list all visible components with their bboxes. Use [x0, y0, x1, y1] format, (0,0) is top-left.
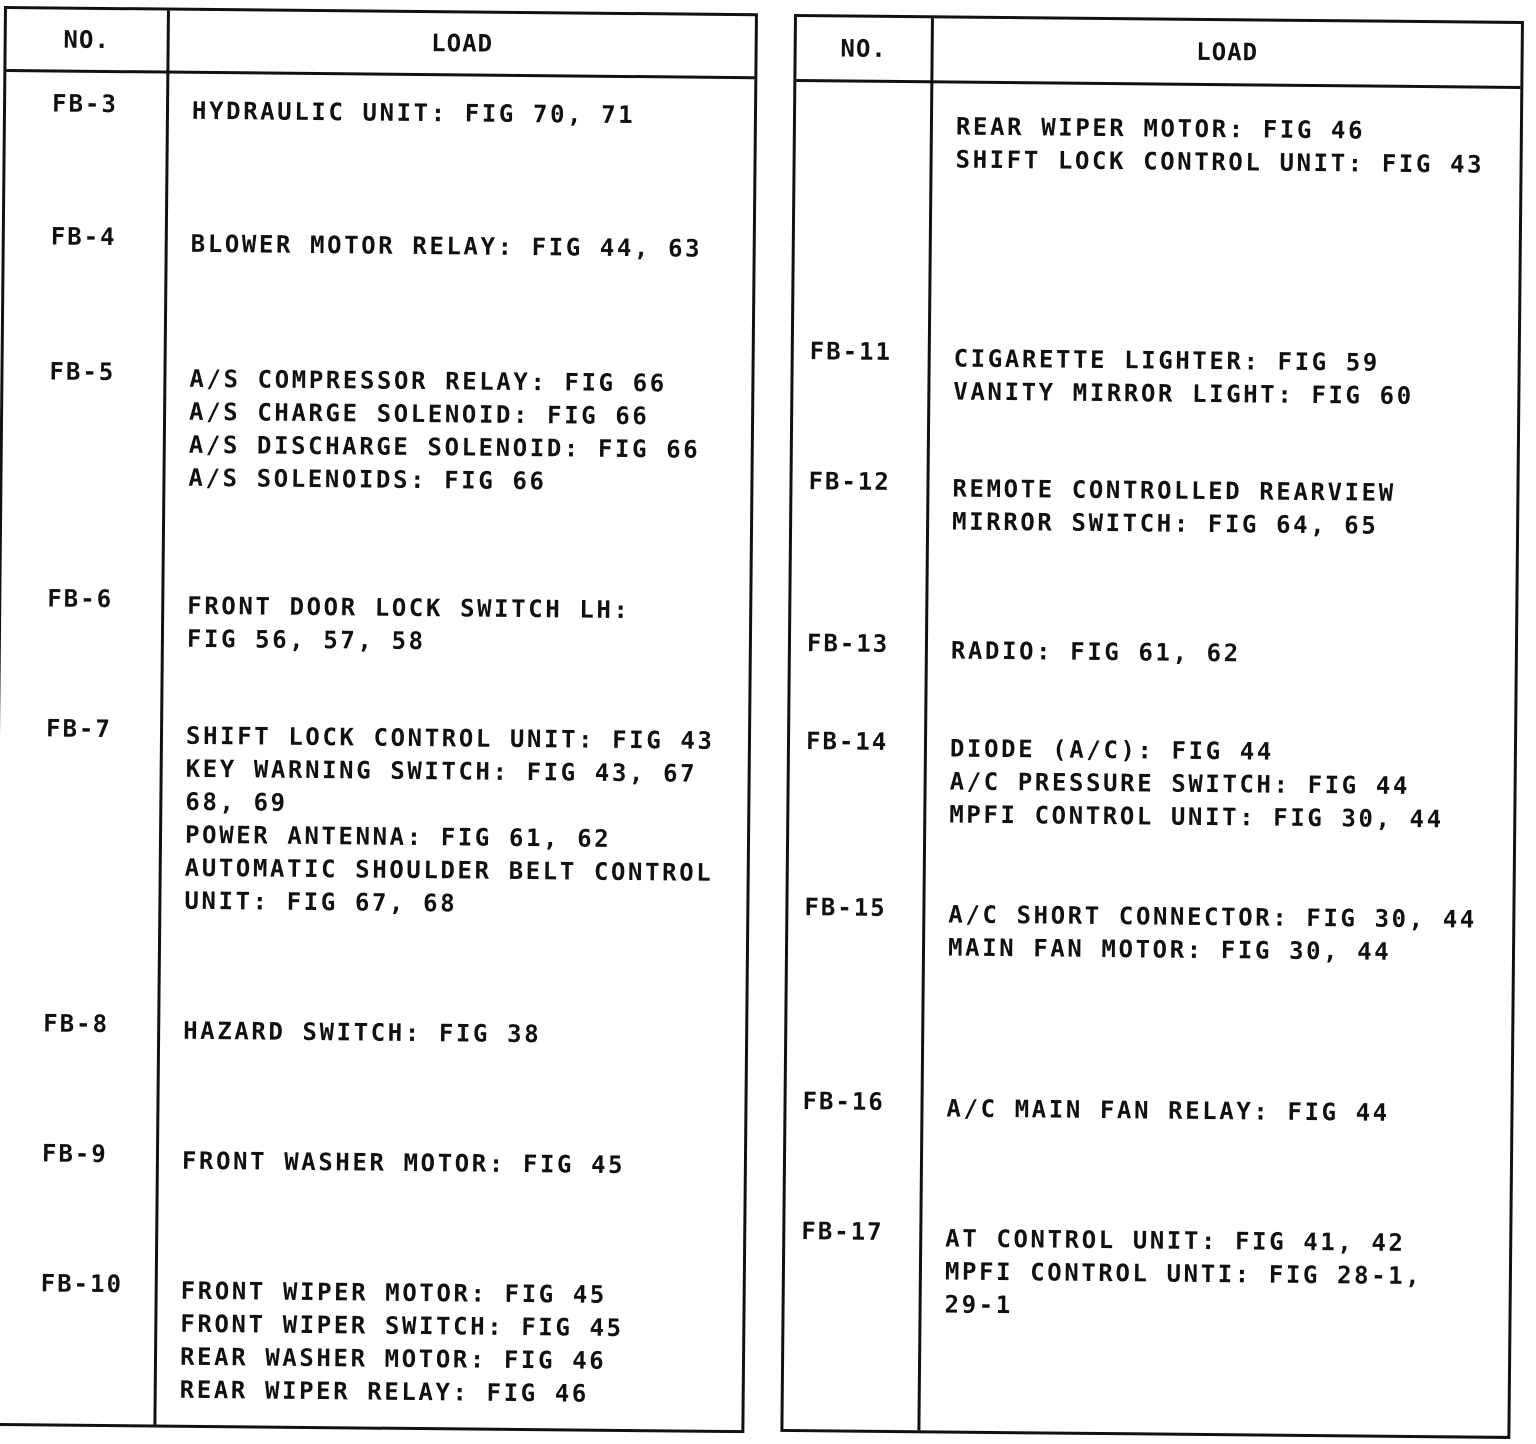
load-line: 29-1: [944, 1290, 1013, 1320]
table-row: [4, 357, 752, 496]
load-line: SHIFT LOCK CONTROL UNIT: FIG 43: [955, 145, 1485, 179]
load-line: BLOWER MOTOR RELAY: FIG 44, 63: [190, 229, 703, 263]
load-cell: [949, 733, 1444, 837]
load-line: 68, 69: [185, 787, 288, 817]
header-load: LOAD: [1196, 37, 1259, 67]
load-line: FRONT WASHER MOTOR: FIG 45: [181, 1146, 626, 1180]
load-line: A/C PRESSURE SWITCH: FIG 44: [949, 767, 1411, 800]
fuse-number: FB-11: [809, 337, 893, 366]
table-header: [6, 9, 755, 79]
table-row: [789, 893, 1513, 966]
load-line: MIRROR SWITCH: FIG 64, 65: [952, 507, 1379, 540]
load-line: SHIFT LOCK CONTROL UNIT: FIG 43: [185, 721, 715, 755]
load-cell: [192, 95, 636, 132]
table-row: [0, 1269, 743, 1408]
load-cell: [191, 228, 703, 266]
fuse-number: FB-13: [806, 629, 890, 658]
load-line: REMOTE CONTROLLED REARVIEW: [952, 474, 1396, 507]
load-line: FRONT WIPER MOTOR: FIG 45: [180, 1276, 608, 1309]
load-line: FRONT WIPER SWITCH: FIG 45: [180, 1309, 624, 1343]
load-cell: [952, 473, 1396, 543]
load-line: VANITY MIRROR LIGHT: FIG 60: [953, 377, 1414, 410]
load-line: MPFI CONTROL UNTI: FIG 28-1,: [944, 1257, 1423, 1291]
load-cell: [188, 363, 701, 500]
fuse-number: FB-3: [51, 89, 118, 119]
header-no: NO.: [840, 34, 887, 63]
column-divider: [917, 18, 934, 1430]
load-line: A/S CHARGE SOLENOID: FIG 66: [188, 397, 650, 431]
load-line: HAZARD SWITCH: FIG 38: [183, 1016, 542, 1049]
load-line: FRONT DOOR LOCK SWITCH LH:: [187, 591, 631, 625]
load-line: UNIT: FIG 67, 68: [184, 886, 458, 918]
table-row: [791, 629, 1515, 668]
header-no: NO.: [63, 25, 110, 55]
table-row: [0, 1139, 744, 1180]
table-row: [785, 1217, 1509, 1320]
load-line: HYDRAULIC UNIT: FIG 70, 71: [191, 96, 636, 130]
load-line: CIGARETTE LIGHTER: FIG 59: [953, 344, 1381, 377]
load-line: A/S COMPRESSOR RELAY: FIG 66: [189, 364, 667, 398]
load-cell: [944, 1223, 1422, 1327]
table-row: [790, 727, 1514, 834]
load-line: A/C SHORT CONNECTOR: FIG 30, 44: [948, 900, 1478, 934]
header-load: LOAD: [431, 29, 494, 58]
load-line: A/C MAIN FAN RELAY: FIG 44: [946, 1094, 1390, 1127]
load-line: A/S DISCHARGE SOLENOID: FIG 66: [188, 430, 701, 464]
fuse-number: FB-10: [40, 1269, 124, 1299]
load-cell: [955, 111, 1484, 182]
load-cell: [182, 1145, 626, 1182]
load-line: MAIN FAN MOTOR: FIG 30, 44: [947, 933, 1392, 966]
fuse-number: FB-8: [43, 1009, 110, 1039]
load-line: AUTOMATIC SHOULDER BELT CONTROL: [184, 853, 714, 887]
load-line: DIODE (A/C): FIG 44: [949, 734, 1275, 766]
load-line: REAR WIPER RELAY: FIG 46: [179, 1375, 590, 1408]
table-row: [0, 1009, 745, 1049]
load-line: POWER ANTENNA: FIG 61, 62: [184, 820, 612, 853]
table-row: [796, 105, 1520, 179]
table-row: [0, 714, 748, 918]
load-cell: [948, 899, 1477, 970]
table-row: [787, 1087, 1511, 1127]
load-line: FIG 56, 57, 58: [186, 624, 426, 656]
fuse-number: FB-6: [47, 584, 114, 614]
load-line: REAR WIPER MOTOR: FIG 46: [955, 112, 1366, 145]
fuse-number: FB-7: [45, 714, 112, 744]
load-cell: [183, 1015, 541, 1051]
table-row: [5, 222, 753, 263]
fuse-number: FB-4: [50, 222, 117, 252]
load-line: MPFI CONTROL UNIT: FIG 30, 44: [949, 800, 1444, 834]
fuse-number: FB-17: [801, 1217, 884, 1246]
fuse-number: FB-14: [805, 727, 889, 756]
load-cell: [187, 590, 631, 660]
fuse-number: FB-12: [808, 467, 891, 496]
load-line: AT CONTROL UNIT: FIG 41, 42: [945, 1224, 1406, 1257]
load-cell: [953, 343, 1414, 413]
table-header: [796, 17, 1521, 89]
fuse-number: FB-16: [802, 1087, 885, 1116]
table-row: [1, 584, 749, 656]
load-cell: [946, 1093, 1390, 1130]
table-row: [793, 467, 1517, 540]
fuse-number: FB-9: [41, 1139, 108, 1169]
load-cell: [180, 1275, 625, 1411]
table-row: [794, 337, 1518, 410]
column-divider: [153, 11, 170, 1425]
load-line: KEY WARNING SWITCH: FIG 43, 67: [185, 754, 698, 788]
load-cell: [184, 720, 714, 923]
fuse-table-right: [780, 14, 1524, 1439]
fuse-number: FB-5: [49, 357, 116, 387]
table-row: [6, 89, 754, 130]
fuse-table-left: [0, 6, 758, 1433]
load-line: A/S SOLENOIDS: FIG 66: [188, 463, 547, 496]
load-cell: [951, 635, 1241, 671]
fuse-number: FB-15: [804, 893, 887, 922]
load-line: REAR WASHER MOTOR: FIG 46: [179, 1342, 607, 1375]
load-line: RADIO: FIG 61, 62: [950, 636, 1241, 668]
